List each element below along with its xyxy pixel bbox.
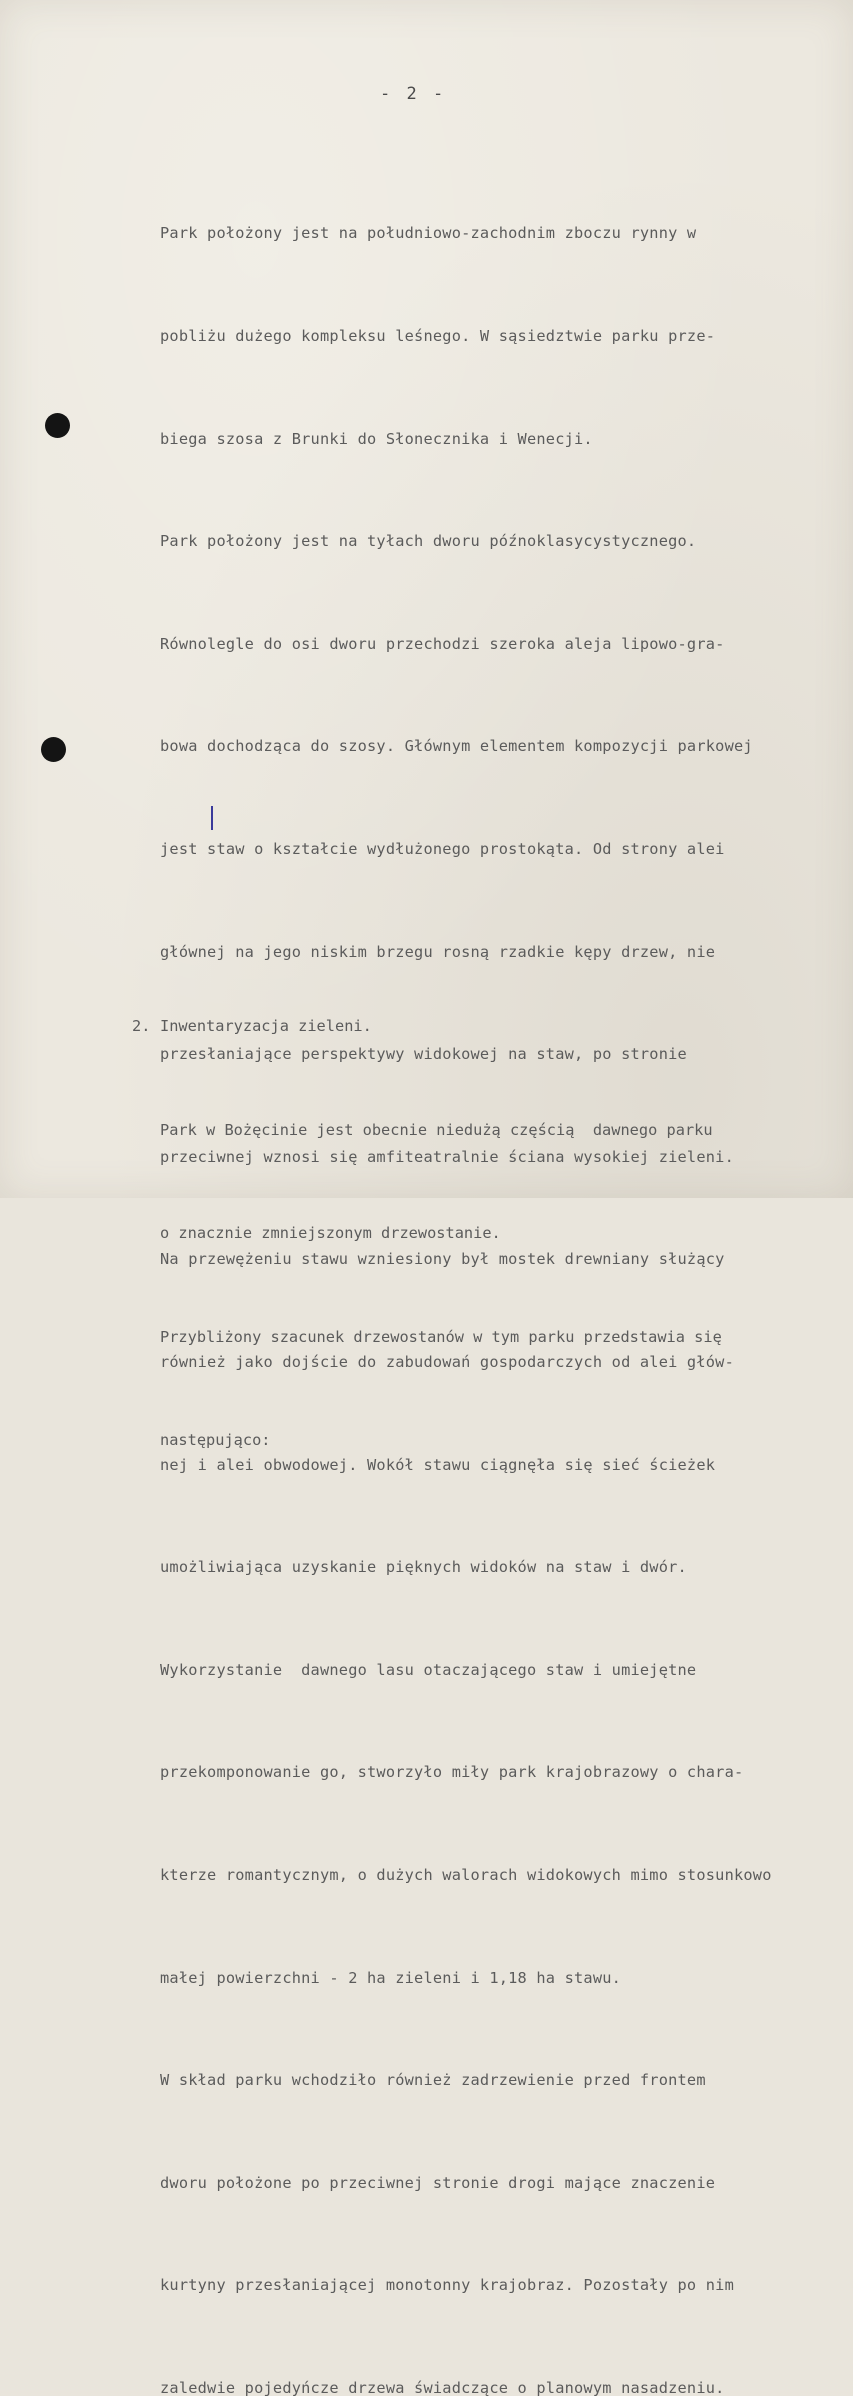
text-line: Park położony jest na południowo-zachodnim zboczu rynny w (160, 224, 697, 243)
text-line: Przybliżony szacunek drzewostanów w tym parku przedstawia się (160, 1327, 722, 1346)
punch-hole-top (45, 413, 70, 438)
text-line: Park położony jest na tyłach dworu późnoklasycystycznego. (160, 532, 697, 551)
text-line: kterze romantycznym, o dużych walorach widokowych mimo stosunkowo (160, 1865, 772, 1884)
text-line: o znacznie zmniejszonym drzewostanie. (160, 1224, 501, 1242)
text-line: głównej na jego niskim brzegu rosną rzadkie kępy drzew, nie (160, 942, 716, 961)
text-line: pobliżu dużego kompleksu leśnego. W sąsiedztwie parku prze- (160, 327, 716, 345)
text-line: przekomponowanie go, stworzyło miły park krajobrazowy o chara- (160, 1763, 744, 1782)
text-line: Park w Bożęcinie jest obecnie niedużą częścią dawnego parku (160, 1120, 713, 1139)
section-heading (132, 1009, 832, 1044)
pen-correction-mark (211, 806, 213, 830)
text-line: bowa dochodząca do szosy. Głównym elementem kompozycji parkowej (160, 737, 753, 756)
page-number: - 2 - (380, 84, 447, 104)
section-number: 2. (132, 1017, 151, 1035)
text-line: kurtyny przesłaniającej monotonny krajobraz. Pozostały po nim (160, 2276, 734, 2295)
text-line: zaledwie pojedyńcze drzewa świadczące o planowym nasadzeniu. (160, 2378, 725, 2396)
text-line: biega szosa z Brunki do Słonecznika i Wenecji. (160, 429, 593, 448)
text-line: Równolegle do osi dworu przechodzi szeroka aleja lipowo-gra- (160, 634, 725, 653)
text-line: małej powierzchni - 2 ha zieleni i 1,18 ha stawu. (160, 1968, 622, 1987)
text-line: dworu położone po przeciwnej stronie drogi mające znaczenie (160, 2173, 716, 2192)
text-line: jest staw o kształcie wydłużonego prostokąta. Od strony alei (160, 839, 725, 858)
text-line: nej i alei obwodowej. Wokół stawu ciągnęła się sieć ścieżek (160, 1455, 716, 1474)
text-line: umożliwiająca uzyskanie pięknych widoków na staw i dwór. (160, 1558, 687, 1577)
text-line: Wykorzystanie dawnego lasu otaczającego staw i umiejętne (160, 1660, 697, 1679)
text-line: następująco: (160, 1431, 271, 1449)
text-line: również jako dojście do zabudowań gospodarczych od alei głów- (160, 1352, 734, 1371)
text-line: Na przewężeniu stawu wzniesiony był mostek drewniany służący (160, 1250, 725, 1269)
section-title: Inwentaryzacja zieleni. (160, 1017, 372, 1035)
section-inventory (132, 940, 832, 1527)
text-line: przesłaniające perspektywy widokowej na staw, po stronie (160, 1045, 687, 1064)
punch-hole-bottom (41, 737, 66, 762)
text-line: W skład parku wchodziło również zadrzewienie przed frontem (160, 2071, 706, 2090)
text-line: przeciwnej wznosi się amfiteatralnie ściana wysokiej zieleni. (160, 1147, 734, 1166)
